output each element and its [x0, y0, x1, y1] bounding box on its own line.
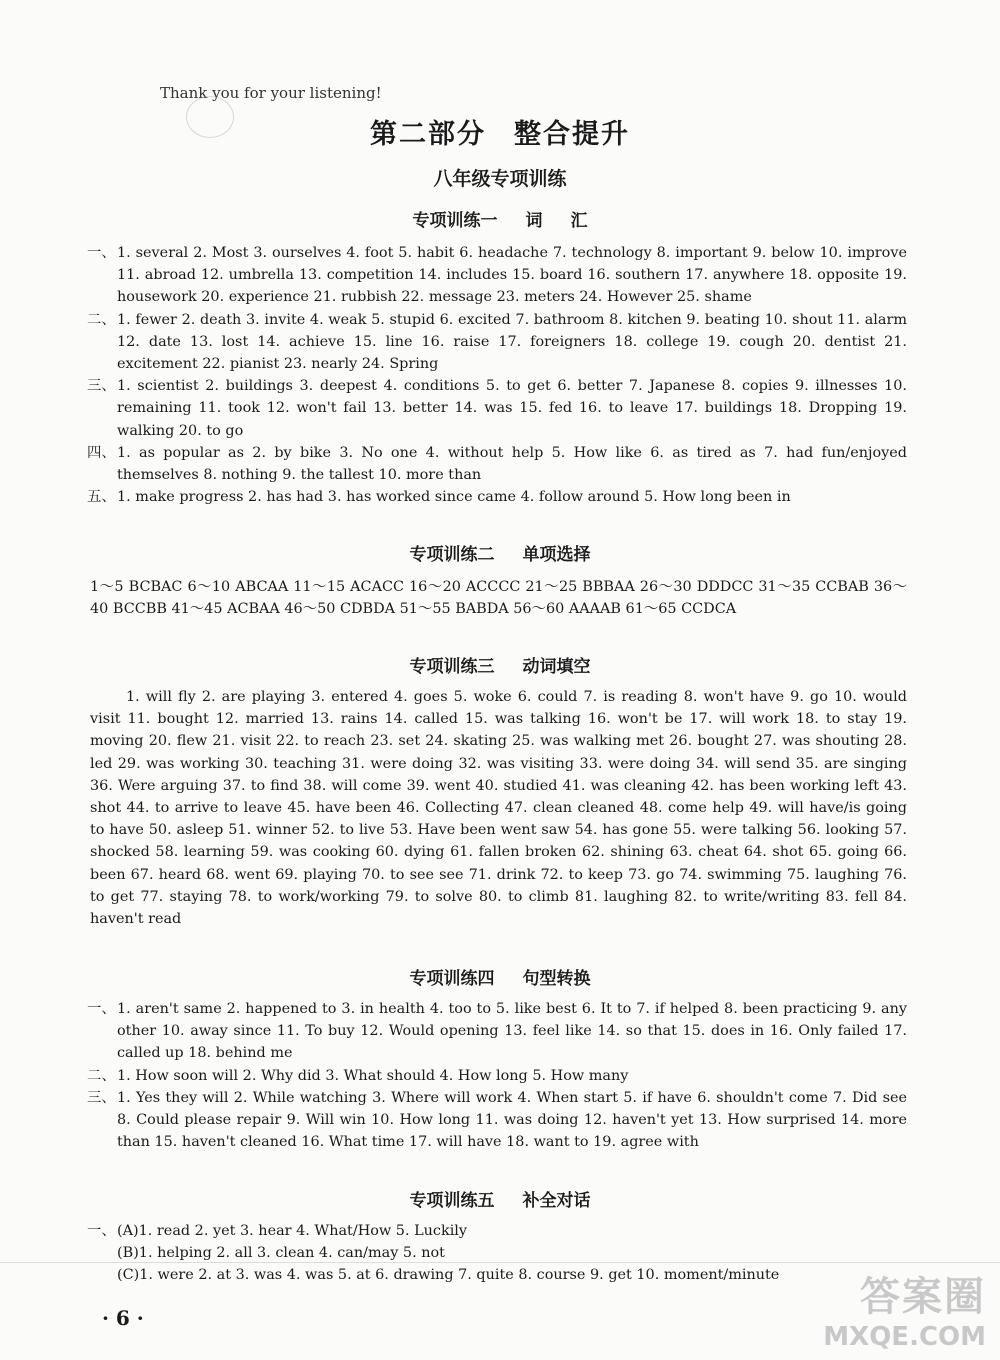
page-number: · 6 ·	[102, 1306, 144, 1330]
answer-group	[87, 486, 907, 508]
top-note: Thank you for your listening!	[160, 84, 382, 102]
choice-text: 1～5 BCBAC 6～10 ABCAA 11～15 ACACC 16～20 ACCCC 21～25 BBBAA 26～30 DDDCC 31～35 CCBAB 36～40 BCCBB 41～45 ACBAA 46～50 CDBDA 51～55 BABDA 56～60 AAAAB 61～65 CCDCA	[90, 579, 907, 618]
group-marker: 一、	[87, 1001, 116, 1017]
answer-group	[87, 309, 907, 376]
section-title-part: 句型转换	[522, 969, 591, 989]
group-marker: 二、	[87, 311, 116, 328]
group-text: (A)1. read 2. yet 3. hear 4. What/How 5. Luckily	[117, 1223, 468, 1239]
section-title-dialogue	[0, 1186, 1000, 1211]
group-marker: 一、	[87, 1223, 116, 1239]
section-title-part: 单项选择	[522, 545, 591, 565]
group-marker: 五、	[87, 489, 116, 506]
group-marker: 四、	[87, 444, 116, 461]
group-marker: 二、	[87, 1067, 116, 1084]
section-title-sentence-transform	[0, 964, 1000, 989]
section-title-verb-fill	[0, 652, 1000, 677]
group-text: (C)1. were 2. at 3. was 4. was 5. at 6. drawing 7. quite 8. course 9. get 10. moment/minute	[117, 1267, 780, 1284]
part-title-right: 整合提升	[514, 119, 630, 150]
section-title-part: 动词填空	[522, 657, 591, 677]
part-title-left: 第二部分	[370, 119, 486, 150]
group-text: 1. How soon will 2. Why did 3. What should 4. How long 5. How many	[117, 1067, 629, 1084]
dialogue-answers	[87, 1220, 907, 1287]
vocabulary-answers	[87, 242, 907, 508]
group-text: 1. aren't same 2. happened to 3. in health 4. too to 5. like best 6. It to 7. if helped 8. been practicing 9. any other 10. away since 11. To buy 12. Would opening 13. feel like 14. so that 15. does in 16. Only failed 17. called up 18. behind me	[117, 1001, 907, 1062]
section-title-multiple-choice	[0, 540, 1000, 565]
watermark-url: MXQE.COM	[823, 1322, 986, 1352]
group-text: 1. Yes they will 2. While watching 3. Where will work 4. When start 5. if have 6. shouldn't come 7. Did see 8. Could please repair 9. Will win 10. How long 11. was doing 12. haven't yet 13. How surprised 14. more than 15. haven't cleaned 16. What time 17. will have 18. want to 19. agree with	[117, 1089, 907, 1151]
group-text: (B)1. helping 2. all 3. clean 4. can/may 5. not	[117, 1245, 445, 1262]
verb-fill-answers	[90, 686, 907, 930]
group-text: 1. scientist 2. buildings 3. deepest 4. conditions 5. to get 6. better 7. Japanese 8. copies 9. illnesses 10. remaining 11. took 12. won't fail 13. better 14. was 15. fed 16. to leave 17. buildings 18. Dropping 19. walking 20. to go	[117, 378, 907, 439]
verb-fill-text: 1. will fly 2. are playing 3. entered 4. goes 5. woke 6. could 7. is reading 8. won't have 9. go 10. would visit 11. bought 12. married 13. rains 14. called 15. was talking 16. won't be 17. will work 18. to stay 19. moving 20. flew 21. visit 22. to reach 23. set 24. skating 25. was walking met 26. bought 27. was shouting 28. led 29. was working 30. teaching 31. were doing 32. was visiting 33. were doing 34. will send 35. are singing 36. Were arguing 37. to find 38. will come 39. went 40. studied 41. was cleaning 42. has been working left 43. shot 44. to arrive to leave 45. have been 46. Collecting 47. clean cleaned 48. come help 49. will have/is going to have 50. asleep 51. winner 52. to live 53. Have been went saw 54. has gone 55. were talking 56. looking 57. shocked 58. learning 59. was cooking 60. dying 61. fallen broken 62. shining 63. cheat 64. shot 65. going 66. been 67. heard 68. went 69. playing 70. to see see 71. drink 72. to keep 73. go 74. swimming 75. laughing 76. to get 77. staying 78. to work/working 79. to solve 80. to climb 81. laughing 82. to write/writing 83. fell 84. haven't read	[90, 689, 907, 928]
group-text: 1. make progress 2. has had 3. has worked since came 4. follow around 5. How long been in	[117, 489, 791, 506]
watermark-logo	[823, 1265, 986, 1352]
section-title-main: 专项训练二	[409, 545, 495, 565]
answer-group	[87, 998, 907, 1065]
part-title	[0, 112, 1000, 151]
answer-group	[87, 442, 907, 486]
answer-group	[87, 242, 907, 309]
group-text: 1. fewer 2. death 3. invite 4. weak 5. stupid 6. excited 7. bathroom 8. kitchen 9. beating 10. shout 11. alarm 12. date 13. lost 14. achieve 15. line 16. raise 17. foreigners 18. college 19. cough 20. dentist 21. excitement 22. pianist 23. nearly 24. Spring	[117, 311, 907, 373]
group-marker: 一、	[87, 245, 116, 261]
section-title-main: 专项训练五	[409, 1191, 495, 1211]
section-title-main: 专项训练一	[412, 211, 498, 231]
section-title-part: 词	[525, 211, 543, 231]
watermark-cn: 答案圈	[860, 1274, 986, 1320]
section-title-vocabulary	[0, 206, 1000, 231]
group-marker: 三、	[87, 1089, 116, 1106]
section-title-main: 专项训练三	[409, 657, 495, 677]
grade-title: 八年级专项训练	[433, 168, 567, 190]
answer-group	[117, 1264, 907, 1286]
section-title-part: 汇	[570, 211, 588, 231]
group-text: 1. as popular as 2. by bike 3. No one 4. without help 5. How like 6. as tired as 7. had fun/enjoyed themselves 8. nothing 9. the tallest 10. more than	[117, 444, 907, 484]
answer-group	[87, 1065, 907, 1087]
answer-group	[87, 375, 907, 442]
section-title-part: 补全对话	[522, 1191, 591, 1211]
sentence-transform-answers	[87, 998, 907, 1153]
section-title-main: 专项训练四	[409, 969, 495, 989]
answer-group	[87, 1220, 907, 1242]
footer-divider	[0, 1262, 1000, 1263]
answer-group	[87, 1087, 907, 1154]
multiple-choice-answers	[90, 576, 907, 620]
group-text: 1. several 2. Most 3. ourselves 4. foot 5. habit 6. headache 7. technology 8. important 9. below 10. improve 11. abroad 12. umbrella 13. competition 14. includes 15. board 16. southern 17. anywhere 18. opposite 19. housework 20. experience 21. rubbish 22. message 23. meters 24. However 25. shame	[117, 245, 907, 306]
group-marker: 三、	[87, 378, 116, 395]
